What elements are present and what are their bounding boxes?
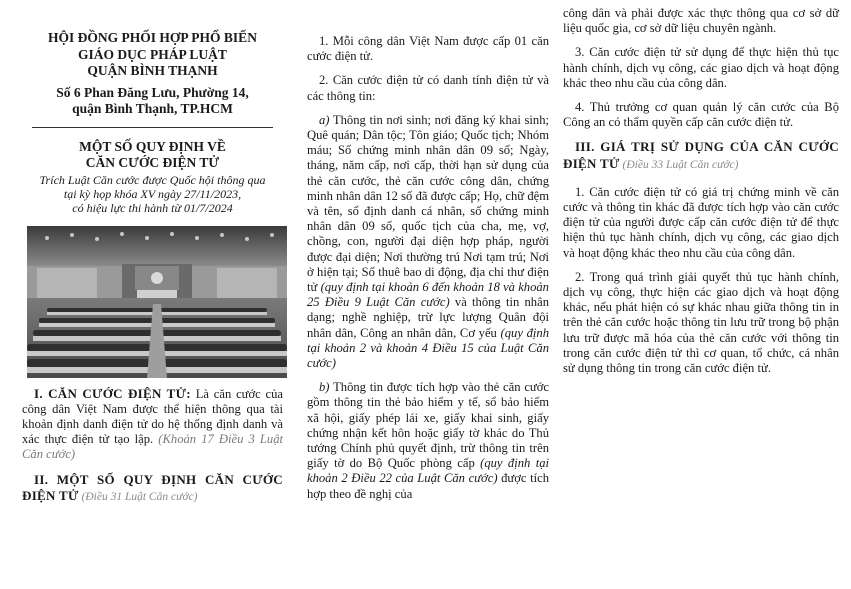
column-3 (555, 0, 851, 589)
clause-2b-text-2: được tích hợp theo đề nghị của (307, 471, 549, 501)
clause-2a-label: a) (319, 112, 330, 127)
clause-2b (307, 380, 549, 502)
section-1-heading: I. CĂN CƯỚC ĐIỆN TỬ: (34, 385, 191, 401)
section-3-heading: III. GIÁ TRỊ SỬ DỤNG CỦA CĂN CƯỚC ĐIỆN TỬ (563, 139, 839, 171)
value-clause-1: 1. Căn cước điện tử có giá trị chứng minh về căn cước và thông tin khác đã được tích hợp vào căn cước điện tử của người được cấp căn cước điện tử để thực hiện thủ tục hành chính, dịch vụ công, các giao dịch và hoạt động khác theo nhu cầu của công dân. (563, 184, 839, 260)
clause-2a (307, 113, 549, 371)
section-3-citation: (Điều 33 Luật Căn cước) (619, 158, 739, 171)
clause-4: 4. Thủ trưởng cơ quan quản lý căn cước của Bộ Công an có thẩm quyền cấp căn cước điện tử. (563, 100, 839, 130)
clause-2b-continuation: công dân và phải được xác thực thông qua cơ sở dữ liệu quốc gia, cơ sở dữ liệu chuyên ngành. (563, 6, 839, 36)
title-line-2: CĂN CƯỚC ĐIỆN TỬ (85, 154, 220, 170)
clause-2a-citation-2: (quy định tại khoản 2 và khoản 4 Điều 15 của Luật Căn cước) (307, 325, 550, 371)
clause-2b-text-1: Thông tin được tích hợp vào thẻ căn cước gồm thông tin thẻ bảo hiểm y tế, sổ bảo hiểm xã hội, giấy phép lái xe, giấy khai sinh, giấy chứng nhận kết hôn hoặc giấy tờ khác do Thủ tướng Chính phủ quyết định, trừ thông tin trên giấy tờ do Bộ Quốc phòng cấp (307, 380, 549, 471)
section-2-citation: (Điều 31 Luật Căn cước) (78, 490, 198, 503)
clause-2: 2. Căn cước điện tử có danh tính điện tử và các thông tin: (307, 73, 549, 103)
section-2-heading: II. MỘT SỐ QUY ĐỊNH CĂN CƯỚC ĐIỆN TỬ (22, 471, 283, 503)
section-1-citation: (Khoản 17 Điều 3 Luật Căn cước) (22, 432, 283, 462)
header-line-1: HỘI ĐỒNG PHỐI HỢP PHỔ BIẾN (48, 30, 257, 45)
assembly-hall-photo (27, 226, 287, 378)
clause-2a-text-1: Thông tin nơi sinh; nơi đăng ký khai sinh; Quê quán; Dân tộc; Tôn giáo; Quốc tịch; Nhóm máu; Số chứng minh nhân dân 09 số; Ngày, tháng, năm cấp, nơi cấp, thời hạn sử dụng của thẻ căn cước, thẻ căn cước công dân, chứng minh nhân dân 12 số đã được cấp; Họ, chữ đệm và tên, số định danh cá nhân, số chứng minh nhân dân 09 số, quốc tịch của cha, mẹ, vợ, chồng, con, người đại diện hợp pháp, người được đại diện; Nơi thường trú Nơi tạm trú; Nơi ở hiện tại; Số thuê bao di động, địa chỉ thư điện tử (307, 112, 549, 295)
section-3-heading-block (563, 139, 839, 172)
issuer-header (22, 30, 283, 118)
clause-2b-label: b) (319, 380, 330, 395)
subtitle-line-2: tại kỳ họp khóa XV ngày 27/11/2023, (63, 186, 242, 201)
column-2 (293, 0, 555, 589)
value-clause-2: 2. Trong quá trình giải quyết thủ tục hành chính, dịch vụ công, thực hiện các giao dịch và hoạt động khác, nếu phát hiện có sự khác nhau giữa thông tin in trên thẻ căn cước hoặc thông tin lưu trữ trong bộ phận lưu trữ được mã hóa của thẻ căn cước với thông tin trong căn cước điện tử thì cơ quan, tổ chức, cá nhân sử dụng thông tin trong căn cước điện tử. (563, 269, 839, 376)
section-1-text: Là căn cước của công dân Việt Nam được thể hiện thông qua tài khoản định danh điện tử do hệ thống định danh và xác thực điện tử tạo lập. (22, 386, 284, 447)
title-line-1: MỘT SỐ QUY ĐỊNH VỀ (79, 138, 226, 154)
document-title-block (22, 139, 283, 215)
header-divider (32, 127, 273, 128)
clause-3: 3. Căn cước điện tử sử dụng để thực hiện thủ tục hành chính, dịch vụ công, các giao dịch và hoạt động khác theo nhu cầu của công dân. (563, 45, 839, 90)
header-address-1: Số 6 Phan Đăng Lưu, Phường 14, (56, 84, 249, 100)
clause-2a-text-2: và thông tin nhân dạng; nghề nghiệp, trừ lực lượng Quân đội nhân dân, Công an nhân dân, Cơ yếu (307, 295, 549, 340)
subtitle-line-3: có hiệu lực thi hành từ 01/7/2024 (72, 200, 233, 215)
subtitle-line-1: Trích Luật Căn cước được Quốc hội thông qua (39, 172, 266, 187)
section-2-heading-block (22, 472, 283, 505)
clause-2a-citation-1: (quy định tại khoản 6 đến khoản 18 và khoản 25 Điều 9 Luật Căn cước) (307, 280, 549, 310)
header-line-3: QUẬN BÌNH THẠNH (87, 63, 218, 78)
header-address-2: quận Bình Thạnh, TP.HCM (72, 101, 233, 116)
section-1-definition (22, 386, 283, 463)
header-line-2: GIÁO DỤC PHÁP LUẬT (78, 46, 227, 62)
clause-1: 1. Mỗi công dân Việt Nam được cấp 01 căn cước điện tử. (307, 34, 549, 64)
clause-2b-citation: (quy định tại khoản 2 Điều 22 của Luật Căn cước) (307, 456, 549, 486)
column-1 (0, 0, 293, 589)
